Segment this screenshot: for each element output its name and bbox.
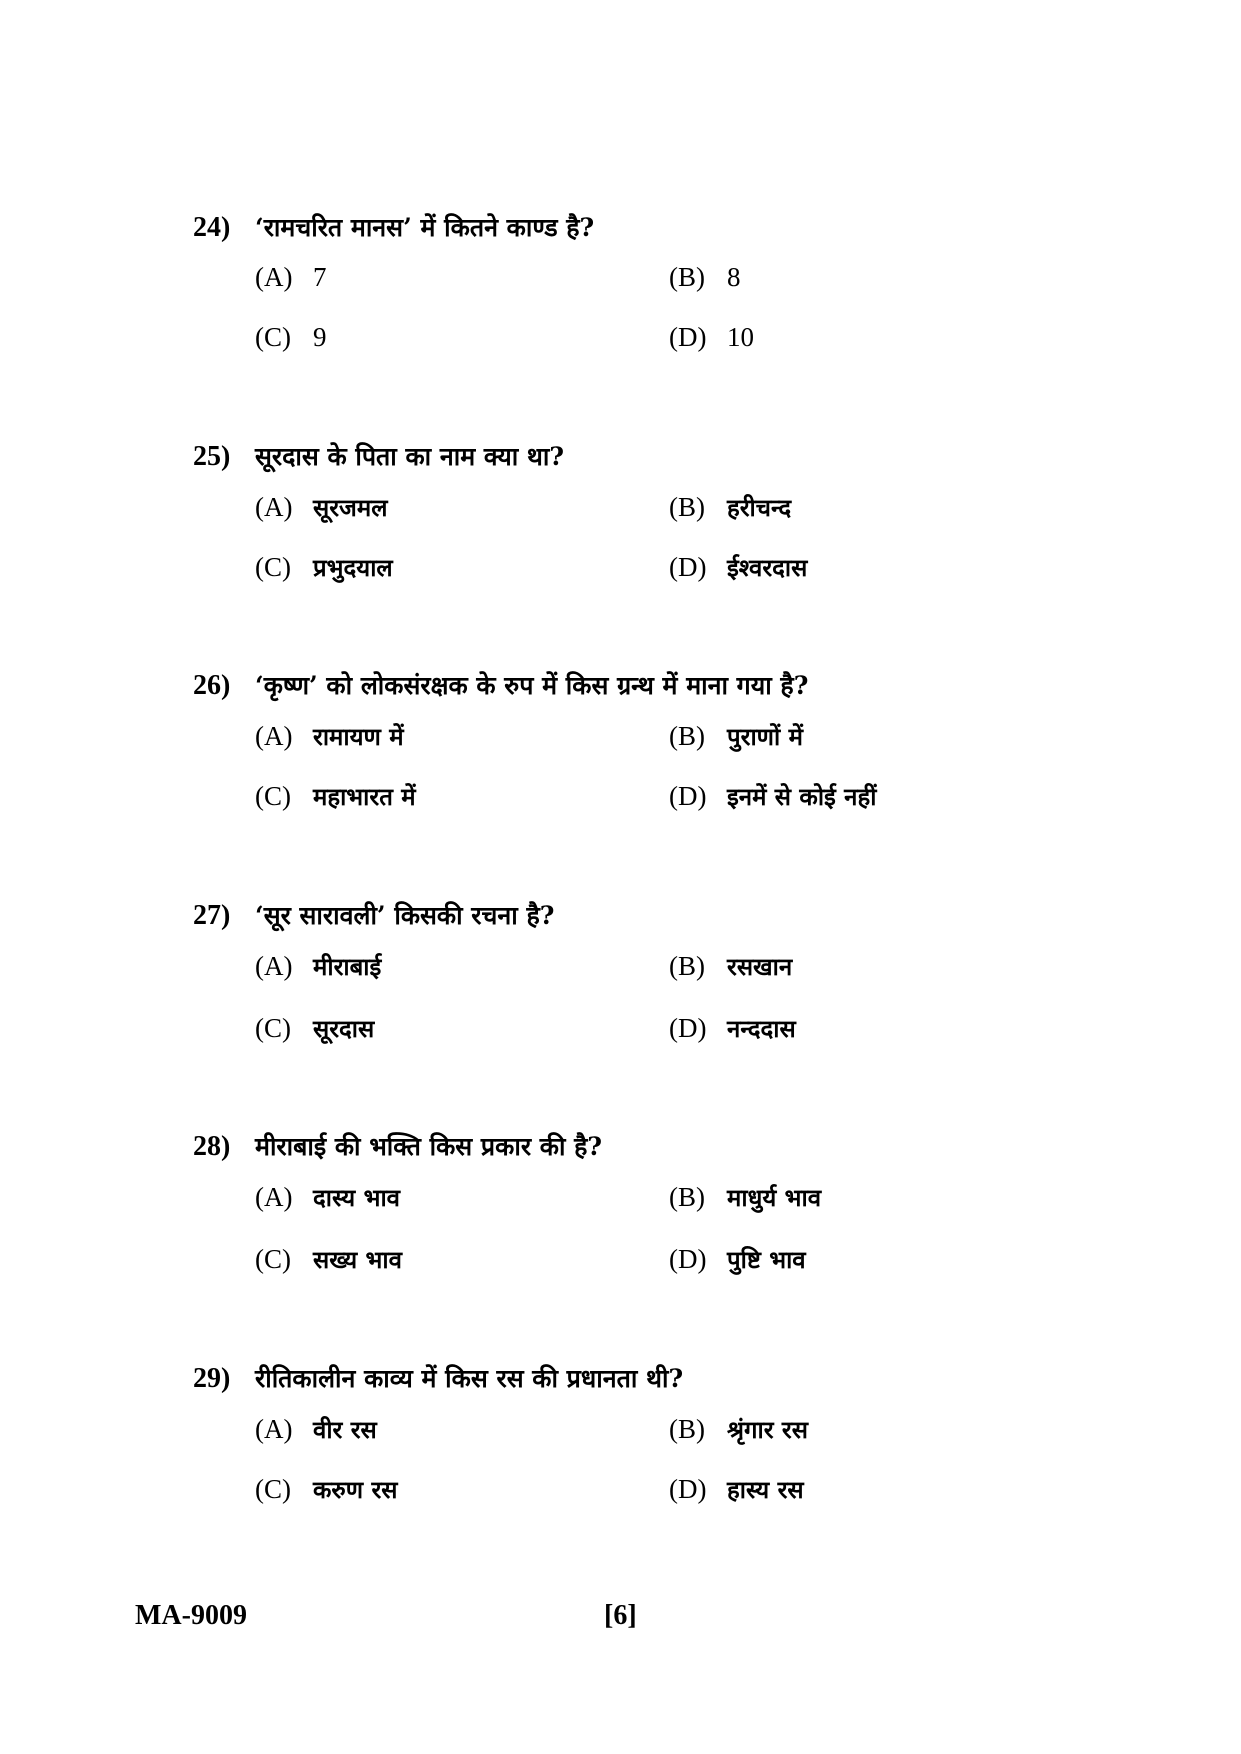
option-text: इनमें से कोई नहीं (727, 782, 877, 811)
option-text: प्रभुदयाल (313, 553, 393, 582)
option-label: (B) (669, 951, 705, 981)
option-label: (A) (255, 1182, 293, 1212)
option-label: (C) (255, 322, 291, 352)
paper-code: MA-9009 (135, 1600, 247, 1631)
option-text: हास्य रस (727, 1475, 804, 1504)
option-b (669, 491, 791, 524)
option-d (669, 1012, 796, 1045)
option-c (255, 551, 393, 584)
options-row (255, 551, 1075, 583)
option-label: (D) (669, 322, 707, 352)
option-c (255, 1473, 398, 1506)
question-number: 24) (193, 212, 231, 243)
options-row (255, 262, 1075, 294)
options-row (255, 780, 1075, 812)
options-row (255, 491, 1075, 523)
option-c (255, 322, 327, 353)
option-text: 9 (313, 322, 327, 352)
question-header (193, 670, 1093, 702)
question-29 (193, 1363, 1093, 1504)
option-a (255, 1181, 400, 1214)
options-row (255, 1413, 1075, 1445)
option-text: रसखान (727, 952, 793, 981)
option-b (669, 950, 792, 983)
options-row (255, 1473, 1075, 1505)
option-d (669, 780, 876, 813)
option-text: महाभारत में (313, 782, 416, 811)
question-number: 28) (193, 1131, 231, 1162)
option-text: दास्य भाव (313, 1183, 401, 1212)
option-c (255, 780, 416, 813)
option-b (669, 262, 741, 293)
option-text: करुण रस (313, 1475, 398, 1504)
option-d (669, 322, 754, 353)
options-row (255, 720, 1075, 752)
option-a (255, 1413, 377, 1446)
question-header (193, 1131, 1093, 1163)
option-d (669, 551, 807, 584)
option-text: सख्य भाव (313, 1245, 402, 1274)
options-row (255, 322, 1075, 354)
option-d (669, 1243, 806, 1276)
option-text: पुराणों में (727, 722, 803, 751)
question-number: 29) (193, 1363, 231, 1394)
option-label: (D) (669, 1474, 707, 1504)
question-25 (193, 441, 1093, 582)
question-text: मीराबाई की भक्ति किस प्रकार की है? (255, 1132, 603, 1161)
question-header (193, 1363, 1093, 1395)
question-26 (193, 670, 1093, 811)
options-row (255, 1243, 1075, 1275)
question-text: ‘सूर सारावली’ किसकी रचना है? (255, 901, 555, 930)
option-text: ईश्वरदास (727, 553, 808, 582)
option-label: (A) (255, 721, 293, 751)
option-text: हरीचन्द (727, 493, 792, 522)
question-27 (193, 900, 1093, 1043)
options-row (255, 950, 1075, 982)
option-text: सूरजमल (313, 493, 388, 522)
option-text: श्रृंगार रस (727, 1415, 808, 1444)
option-label: (C) (255, 1244, 291, 1274)
option-label: (B) (669, 262, 705, 292)
question-24 (193, 212, 1093, 352)
option-a (255, 720, 404, 753)
option-label: (A) (255, 951, 293, 981)
options-row (255, 1012, 1075, 1044)
option-label: (B) (669, 1414, 705, 1444)
option-text: पुष्टि भाव (727, 1245, 806, 1274)
option-d (669, 1473, 804, 1506)
option-label: (C) (255, 1474, 291, 1504)
option-text: नन्ददास (727, 1014, 796, 1043)
question-number: 27) (193, 900, 231, 931)
option-label: (C) (255, 781, 291, 811)
option-label: (B) (669, 492, 705, 522)
option-label: (C) (255, 552, 291, 582)
option-text: माधुर्य भाव (727, 1183, 822, 1212)
question-text: सूरदास के पिता का नाम क्या था? (255, 442, 565, 471)
question-text: रीतिकालीन काव्य में किस रस की प्रधानता थी? (255, 1364, 684, 1393)
option-label: (B) (669, 1182, 705, 1212)
question-text: ‘कृष्ण’ को लोकसंरक्षक के रुप में किस ग्रन्थ में माना गया है? (255, 671, 809, 700)
question-text: ‘रामचरित मानस’ में कितने काण्ड है? (255, 213, 595, 242)
option-label: (D) (669, 781, 707, 811)
option-text: रामायण में (313, 722, 404, 751)
question-header (193, 441, 1093, 473)
question-28 (193, 1131, 1093, 1274)
option-text: मीराबाई (313, 952, 382, 981)
option-label: (D) (669, 552, 707, 582)
option-text: 10 (727, 322, 754, 352)
page-number: [6] (604, 1600, 637, 1631)
option-label: (B) (669, 721, 705, 751)
question-number: 26) (193, 670, 231, 701)
option-c (255, 1243, 402, 1276)
option-c (255, 1012, 374, 1045)
option-label: (D) (669, 1244, 707, 1274)
option-text: 8 (727, 262, 741, 292)
option-a (255, 262, 327, 293)
option-label: (A) (255, 262, 293, 292)
question-header (193, 900, 1093, 932)
question-number: 25) (193, 441, 231, 472)
question-header (193, 212, 1093, 244)
option-a (255, 950, 381, 983)
option-a (255, 491, 387, 524)
option-label: (C) (255, 1013, 291, 1043)
option-label: (A) (255, 492, 293, 522)
option-text: सूरदास (313, 1014, 375, 1043)
option-b (669, 1413, 808, 1446)
option-label: (A) (255, 1414, 293, 1444)
options-row (255, 1181, 1075, 1213)
option-text: 7 (313, 262, 327, 292)
option-b (669, 720, 803, 753)
option-b (669, 1181, 821, 1214)
option-text: वीर रस (313, 1415, 377, 1444)
option-label: (D) (669, 1013, 707, 1043)
